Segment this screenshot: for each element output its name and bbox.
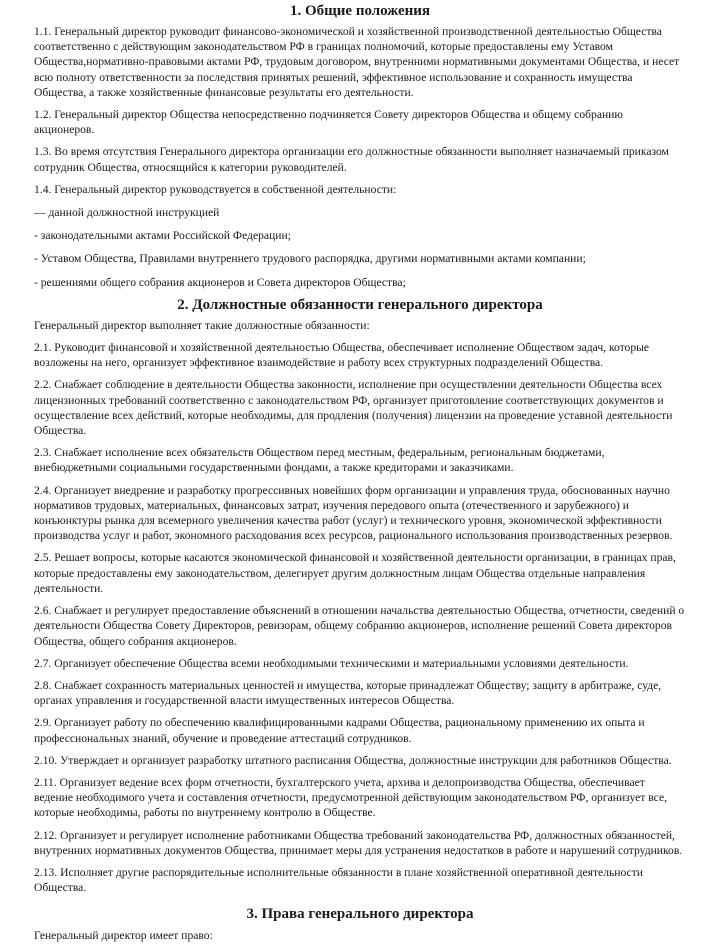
section-title: 3. Права генерального директора (246, 906, 474, 923)
paragraph-2-5: 2.5. Решает вопросы, которые касаются экономической финансовой и хозяйственной деятельности организации, в границах прав, которые предоставлены ему законодательством, делегирует другим должностным лицам Общества отдельные направления деятельности. (34, 551, 676, 595)
section-intro: Генеральный директор имеет право: (34, 929, 213, 943)
paragraph-1-1: 1.1. Генеральный директор руководит финансово-экономической и хозяйственной производственной деятельностью Общества соответственно с действующим законодательством РФ в границах полномочий, которые предоставлены ему Уставом Общества,нормативно-правовыми актами РФ, трудовым договором, внутренними нормативными документами Общества, и несет всю полноту ответственности за последствия принятых решений, эффективное использование и сохранность имущества Общества, а также хозяйственные финансовые результаты его деятельности. (34, 25, 680, 99)
paragraph-2-6: 2.6. Снабжает и регулирует предоставление объяснений в отношении начальства деятельностью Общества, отчетности, сведений о деятельности Общества Совету Директоров, ревизорам, общему собранию акционеров, исполнение решений Совета директоров Общества, общего собрания акционеров. (34, 604, 685, 648)
section-duties (34, 296, 686, 896)
paragraph-1-2: 1.2. Генеральный директор Общества непосредственно подчиняется Совету директоров Общества и общему собранию акционеров. (34, 108, 624, 137)
paragraph-2-1: 2.1. Руководит финансовой и хозяйственной деятельностью Общества, обеспечивает исполнение Обществом задач, которые возложены на него, организует эффективное взаимодействие и работу всех структурных подразделений Общества. (34, 341, 650, 370)
document-page (0, 2, 720, 946)
paragraph-2-10: 2.10. Утверждает и организует разработку штатного расписания Общества, должностные инструкции для работников Общества. (34, 753, 672, 767)
list-item: - Уставом Общества, Правилами внутреннего трудового распорядка, другими нормативными актами компании; (34, 252, 586, 266)
paragraph-2-9: 2.9. Организует работу по обеспечению квалифицированными кадрами Общества, рациональному применению их опыта и профессиональных знаний, обучение и проведение аттестаций сотрудников. (34, 716, 645, 745)
section-intro: Генеральный директор выполняет такие должностные обязанности: (34, 318, 370, 332)
paragraph-2-8: 2.8. Снабжает сохранность материальных ценностей и имущества, которые принадлежат Обществу; защиту в арбитраже, суде, органах управления и государственной власти имущественных интересов Общества. (34, 678, 662, 708)
paragraph-2-11: 2.11. Организует ведение всех форм отчетности, бухгалтерского учета, архива и делопроизводства Общества, обеспечивает ведение необходимого учета и составления отчетности, предусмотренной действующим законодательством РФ, организует все, которые необходимы, работы по внутреннему контролю в Обществе. (34, 775, 667, 820)
paragraph-2-3: 2.3. Снабжает исполнение всех обязательств Обществом перед местным, федеральным, региональным бюджетами, внебюджетными социальными государственными фондами, а также кредиторами и заказчиками. (34, 446, 605, 475)
section-rights (34, 905, 686, 943)
list-item: - законодательными актами Российской Федерации; (34, 229, 291, 243)
paragraph-2-4: 2.4. Организует внедрение и разработку прогрессивных новейших форм организации и управления труда, обоснованных научно нормативов трудовых, материальных, финансовых затрат, изучения передового опыта (отечественного и зарубежного) и конъюнктуры рынка для всемерного увеличения качества работ (услуг) и технического уровня, экономической эффективности производства услуг и работ, экономного расходования всех ресурсов, рационального использования производственных резервов. (34, 483, 673, 543)
paragraph-2-13: 2.13. Исполняет другие распорядительные исполнительные обязанности в плане хозяйственной оперативной деятельности Общества. (34, 865, 643, 895)
paragraph-2-7: 2.7. Организует обеспечение Общества всеми необходимыми техническими и материальными условиями деятельности. (34, 656, 629, 670)
paragraph-1-3: 1.3. Во время отсутствия Генерального директора организации его должностные обязанности выполняет назначаемый приказом сотрудник Общества, относящийся к категории руководителей. (34, 145, 669, 174)
paragraph-1-4: 1.4. Генеральный директор руководствуется в собственной деятельности: (34, 182, 397, 196)
section-title: 2. Должностные обязанности генерального директора (177, 296, 543, 313)
list-item: — данной должностной инструкцией (34, 206, 220, 220)
list-item: - решениями общего собрания акционеров и Совета директоров Общества; (34, 275, 406, 289)
paragraph-2-12: 2.12. Организует и регулирует исполнение работниками Общества требований законодательства РФ, должностных обязанностей, внутренних нормативных документов Общества, принимает меры для устранения недостатков в работе и нарушений сотрудников. (34, 828, 683, 857)
paragraph-2-2: 2.2. Снабжает соблюдение в деятельности Общества законности, исполнение при осуществлении деятельности Общества всех лицензионных требований соответственно с законодательством РФ, организует приготовление соответствующих документов и осуществление всех действий, которые необходимы, для продления (получения) лицензии на проведение уставной деятельности Общества. (34, 378, 673, 438)
section-general-provisions (34, 2, 686, 290)
section-title: 1. Общие положения (289, 3, 431, 19)
